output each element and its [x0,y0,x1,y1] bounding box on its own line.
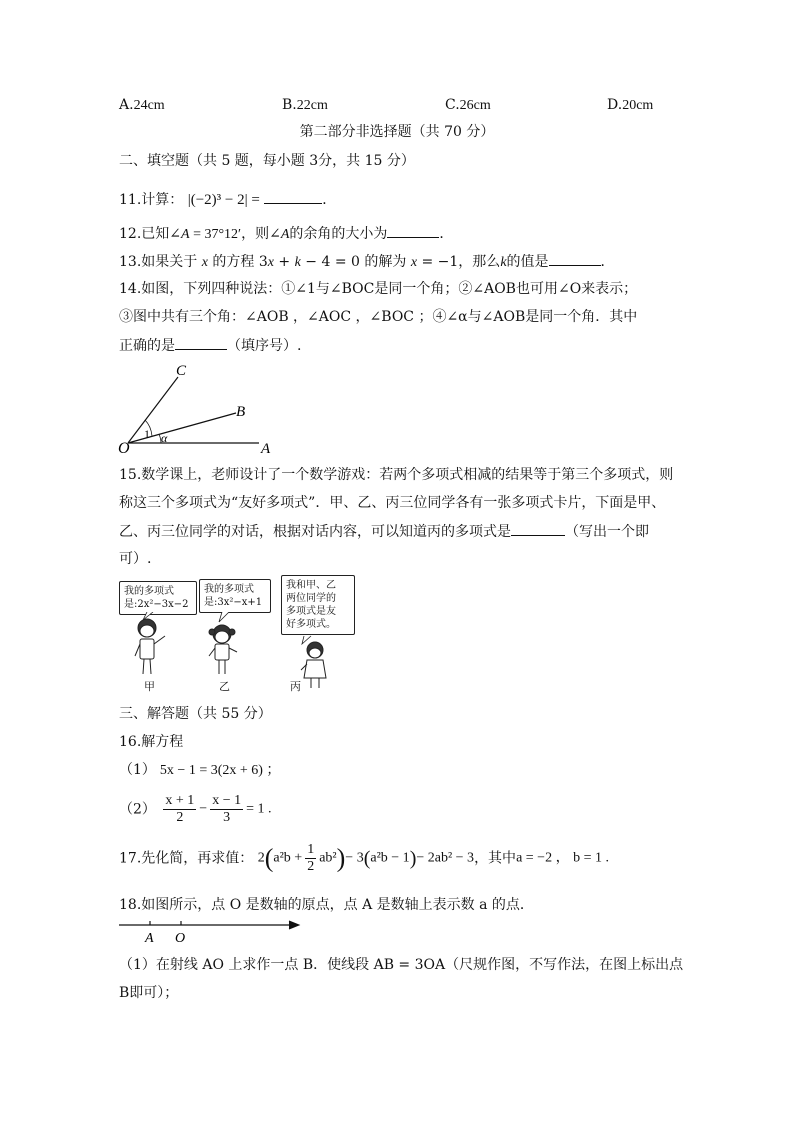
question-15-line1: 15.数学课上，老师设计了一个数学游戏：若两个多项式相减的结果等于第三个多项式，则 [119,467,674,483]
bubble-yi: 我的多项式 是:3x²−x+1 [199,579,271,613]
ray-oc [128,377,178,443]
label-c: C [176,363,187,379]
question-15-line3: 乙、丙三位同学的对话，根据对话内容，可以知道丙的多项式是 （写出一个即 [119,524,649,540]
q12-answer-blank[interactable] [387,224,439,238]
tail-yi [219,612,229,622]
kid-yi-figure [209,625,237,674]
q13-answer-blank[interactable] [549,252,601,266]
section2-title: 二、填空题（共 5 题，每小题 3分，共 15 分） [119,153,415,169]
question-14-line3: 正确的是 （填序号）. [119,338,302,354]
question-11: 11.计算： |(−2)³ − 2| = ． [119,192,337,208]
question-18: 18.如图所示，点 O 是数轴的原点，点 A 是数轴上表示数 a 的点． [119,897,534,913]
q11-answer-blank[interactable] [264,190,322,204]
number-line-label-o: O [175,931,186,946]
number-line [119,916,309,946]
q15-answer-blank[interactable] [511,522,565,536]
question-16-title: 16.解方程 [119,734,184,750]
tail-bing [302,636,311,644]
q14-answer-blank[interactable] [175,336,227,350]
option-c: C.26cm [445,97,491,113]
question-17: 17.先化简，再求值： 2(a²b + $\frac{1}{2}$ ab²)− 3(a²b − 1)− 2ab² − 3，其中a = −2 ， b = 1 . [119,842,609,874]
question-15-line4: 可）. [119,551,152,567]
question-14-line2: ③图中共有三个角：∠AOB ，∠AOC ，∠BOC ；④∠α与∠AOB是同一个角．其中 [119,309,638,325]
question-16-part1: （1） 5x − 1 = 3(2x + 6) ； [119,762,281,778]
fraction-1: $\frac{x + 1}{2}$ [165,793,195,825]
kid-label-jia: 甲 [144,680,155,693]
fraction-half: $\frac{1}{2}$ [307,842,315,874]
part2-title: 第二部分非选择题（共 70 分） [299,124,495,140]
label-b: B [236,404,246,420]
fraction-2: $\frac{x - 1}{3}$ [212,793,242,825]
question-15-line2: 称这三个多项式为“友好多项式”．甲、乙、丙三位同学各有一张多项式卡片，下面是甲、 [119,495,666,511]
label-o: O [118,440,130,455]
kid-bing-figure [301,642,326,688]
question-18-part1-line1: （1）在射线 AO 上求作一点 B．使线段 AB = 3OA（尺规作图，不写作法，在图上标出点 [119,957,684,973]
question-18-part1-line2: B即可）； [119,985,179,1001]
q11-prefix: 11.计算： [119,192,184,208]
label-angle-1: 1 [144,427,150,441]
question-16-part2: （2） $\frac{x + 1}{2}$ − $\frac{x - 1}{3}$ = 1 . [119,793,272,825]
kid-label-bing: 丙 [290,680,301,693]
kid-jia-figure [135,619,165,674]
option-a: A.24cm [119,97,165,113]
q11-expression: |(−2)³ − 2| = [187,192,260,208]
label-alpha: α [161,431,168,445]
kid-label-yi: 乙 [219,680,230,693]
number-line-label-a: A [145,931,154,946]
arrow-icon [289,921,299,929]
kids-illustration [119,612,359,692]
bubble-bing: 我和甲、乙 两位同学的 多项式是友 好多项式。 [281,575,355,635]
question-13: 13.如果关于 x 的方程 3x + k − 4 = 0 的解为 x = −1，那么k的值是 ． [119,254,615,270]
option-b: B.22cm [282,97,328,113]
label-a: A [261,441,271,455]
option-d: D.20cm [607,97,654,113]
question-14-line1: 14.如图，下列四种说法：①∠1与∠BOC是同一个角；②∠AOB也可用∠O来表示； [119,281,638,297]
section3-title: 三、解答题（共 55 分） [119,706,272,722]
angle-figure [115,360,285,455]
question-12: 12.已知∠A = 37°12′，则∠A的余角的大小为 ． [119,226,454,242]
bubble-jia: 我的多项式 是:2x²−3x−2 [119,581,197,615]
